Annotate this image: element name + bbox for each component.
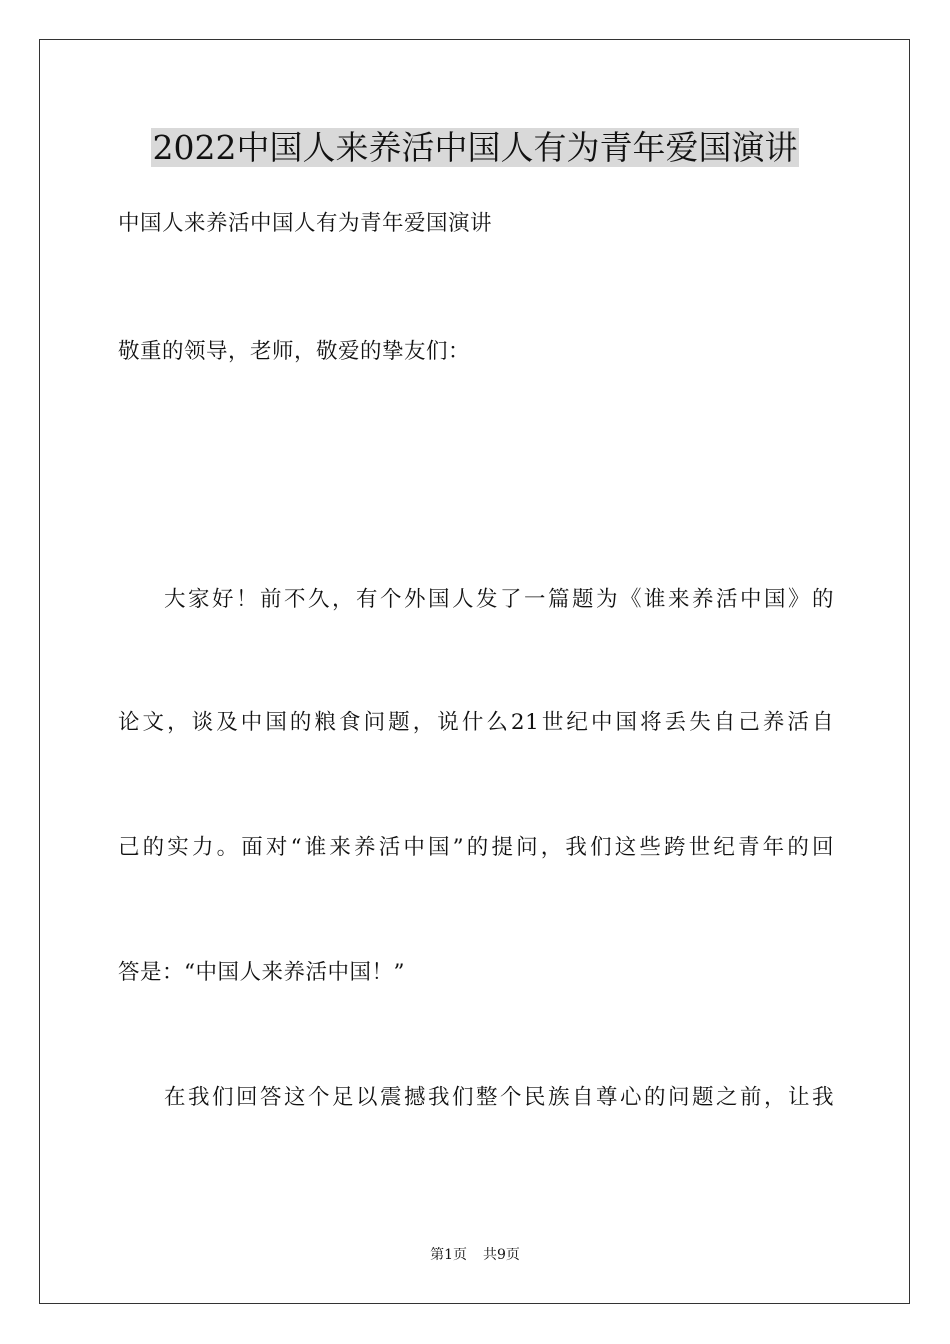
page-total: 共9页 <box>483 1247 520 1263</box>
paragraph-line-5: 在我们回答这个足以震撼我们整个民族自尊心的问题之前，让我 <box>164 1085 834 1110</box>
salutation: 敬重的领导，老师，敬爱的挚友们： <box>118 339 471 364</box>
paragraph-line-2: 论文，谈及中国的粮食问题，说什么21世纪中国将丢失自己养活自 <box>118 710 834 735</box>
document-subtitle: 中国人来养活中国人有为青年爱国演讲 <box>118 211 493 236</box>
page-number: 第1页 <box>430 1247 467 1263</box>
paragraph-line-1: 大家好！前不久，有个外国人发了一篇题为《谁来养活中国》的 <box>164 587 834 612</box>
paragraph-line-4: 答是：“中国人来养活中国！” <box>118 960 405 985</box>
document-title <box>0 126 950 170</box>
document-title-text: 2022中国人来养活中国人有为青年爱国演讲 <box>152 128 798 167</box>
page-footer <box>0 1246 950 1264</box>
paragraph-line-3: 己的实力。面对“谁来养活中国”的提问，我们这些跨世纪青年的回 <box>118 835 834 860</box>
